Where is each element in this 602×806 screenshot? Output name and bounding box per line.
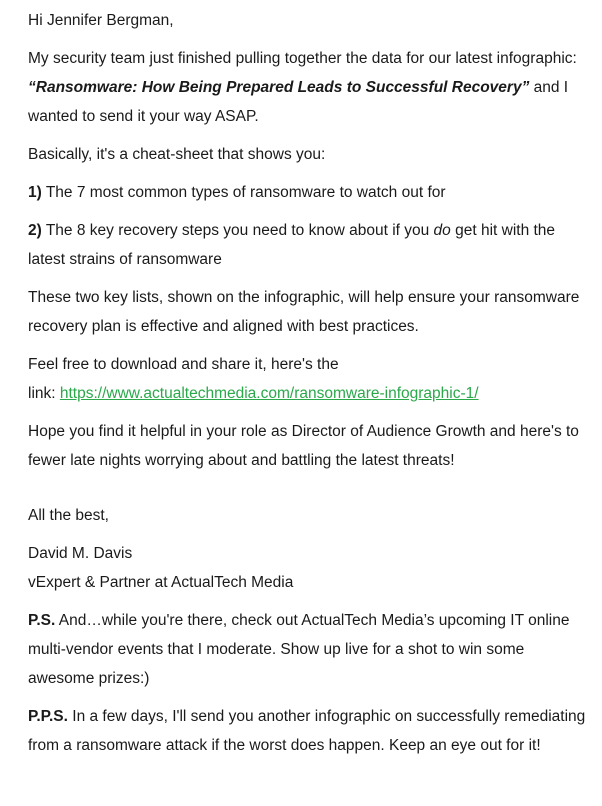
lists-paragraph [28,283,588,341]
infographic-title: “Ransomware: How Being Prepared Leads to Successful Recovery” [28,79,530,96]
cheatsheet-text: Basically, it's a cheat-sheet that shows you: [28,146,326,163]
sender-name: David M. Davis [28,545,133,562]
point-1-text: The 7 most common types of ransomware to watch out for [41,184,446,201]
point-2 [28,216,588,274]
ps-label: P.S. [28,612,56,629]
pps-paragraph [28,702,588,760]
lists-text: These two key lists, shown on the infographic, will help ensure your ransomware recovery plan is effective and aligned with best practices. [28,289,580,335]
pps-label: P.P.S. [28,708,68,725]
intro-text: My security team just finished pulling together the data for our latest infographic: [28,50,577,67]
cheatsheet-paragraph [28,140,588,169]
sender-title: vExpert & Partner at ActualTech Media [28,574,294,591]
hope-text: Hope you find it helpful in your role as Director of Audience Growth and here's to fewer late nights worrying about and battling the latest threats! [28,423,579,469]
infographic-link[interactable]: https://www.actualtechmedia.com/ransomware-infographic-1/ [59,385,479,402]
point-1-number: 1) [28,184,42,201]
point-2-text: The 8 key recovery steps you need to know about if you [41,222,434,239]
signoff [28,501,588,530]
point-2-text-end: get hit with the latest strains of ransomware [28,222,556,268]
hope-paragraph [28,417,588,475]
signoff-text: All the best, [28,507,109,524]
greeting [28,6,588,35]
intro-text-end: and I wanted to send it your way ASAP. [28,79,569,125]
ps-paragraph [28,606,588,693]
point-2-number: 2) [28,222,42,239]
point-2-emphasis: do [433,222,451,239]
download-text: Feel free to download and share it, here's the [28,356,339,373]
intro-paragraph [28,44,588,131]
signature-title [28,568,588,597]
ps-text: And…while you're there, check out ActualTech Media’s upcoming IT online multi-vendor events that I moderate. Show up live for a shot to win some awesome prizes:) [28,612,570,687]
signature-name [28,539,588,568]
greeting-text: Hi Jennifer Bergman, [28,12,174,29]
link-prefix: link: [28,385,60,402]
point-1 [28,178,588,207]
download-paragraph [28,350,588,408]
pps-text: In a few days, I'll send you another infographic on successfully remediating from a ransomware attack if the worst does happen. Keep an eye out for it! [28,708,586,754]
